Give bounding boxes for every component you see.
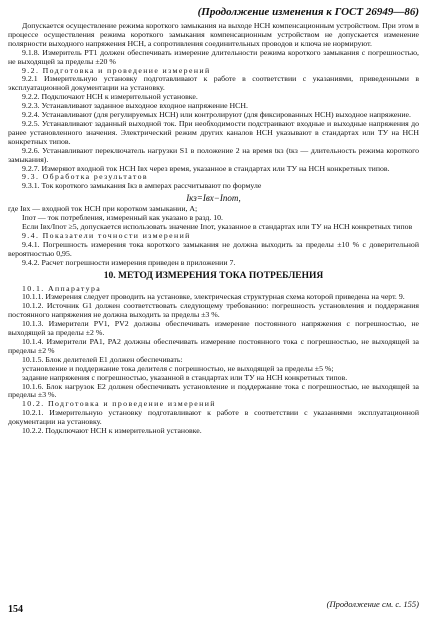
formula: Iкз=Iвх−Iпот, [186, 193, 241, 204]
paragraph: 10.1.6. Блок нагрузок E2 должен обеспечивать установление и поддержание тока с погрешностью, не выходящей за пределы ±3 %. [8, 381, 419, 400]
paragraph: где Iвх — входной ток НСН при коротком замыкании, А; [8, 204, 198, 214]
paragraph: Если Iвх/Iпот ≥5, допускается использовать значение Iпот, указанное в стандартах или ТУ на НСН конкретных типов [22, 222, 413, 232]
section-title: 10. МЕТОД ИЗМЕРЕНИЯ ТОКА ПОТРЕБЛЕНИЯ [103, 270, 324, 281]
paragraph: 9.2.4. Устанавливают (для регулируемых НСН) или контролируют (для фиксированных НСН) выходное напряжение. [22, 110, 411, 120]
paragraph: 10.1.2. Источник G1 должен соответствовать следующему требованию: погрешность установления и поддержания постоянного напряжения не должна выходить за пределы ±3 %. [8, 301, 419, 320]
paragraph: 9.2.3. Устанавливают заданное выходное входное напряжение НСН. [22, 101, 248, 111]
paragraph: 9.2.2. Подключают НСН к измерительной установке. [22, 92, 198, 102]
paragraph: 10.2.1. Измерительную установку подготавливают к работе в соответствии с указаниями эксплуатационной документации на установку. [8, 408, 419, 427]
paragraph: 9.4.2. Расчет погрешности измерения приведен в приложении 7. [22, 257, 236, 267]
page-number: 154 [8, 604, 23, 615]
paragraph: задание напряжения с погрешностью, указанной в стандартах или ТУ на НСН конкретных типов. [22, 372, 348, 382]
paragraph: 9.1.8. Измеритель РТ1 должен обеспечивать измерение длительности режима короткого замыкания с погрешностью, не выходящей за пределы ±20 % [8, 47, 419, 66]
paragraph: 9.2.1 Измерительную установку подготавливают к работе в соответствии с указаниями, приведенными в эксплуатационной документации на установку. [8, 74, 419, 93]
paragraph: 9.4.1. Погрешность измерения тока короткого замыкания не должна выходить за пределы ±10 % с доверительной вероятностью 0,95. [8, 239, 419, 258]
paragraph: 10.1.4. Измерители PA1, PA2 должны обеспечивать измерение постоянного тока с погрешностью, не выходящей за пределы ±2 % [8, 337, 419, 355]
paragraph: 10.2.2. Подключают НСН к измерительной установке. [22, 426, 202, 436]
paragraph: Iпот — ток потребления, измеренный как указано в разд. 10. [22, 213, 223, 223]
subsection-heading: 10.2. Подготовка и проведение измерений [22, 399, 216, 409]
paragraph: 10.1.5. Блок делителей E1 должен обеспечивать: [22, 354, 183, 364]
paragraph: Допускается осуществление режима короткого замыкания на выходе НСН компенсационным устройством. При этом в процессе осуществления режима короткого замыкания компенсационным устройством не допускается изменение полярности выходного напряжения НСН, а сопротивления соединительных проводов и ключа не нормируют. [8, 21, 419, 48]
subsection-heading: 10.1. Аппаратура [22, 283, 102, 293]
paragraph: 9.2.6. Устанавливают переключатель нагрузки S1 в положение 2 на время tкз (tкз — длительность режима короткого замыкания). [8, 145, 419, 164]
paragraph: 9.2.7. Измеряют входной ток НСН Iвх через время, указанное в стандартах или ТУ на НСН конкретных типов. [22, 163, 390, 173]
paragraph: 10.1.3. Измерители PV1, PV2 должны обеспечивать измерение постоянного напряжения с погрешностью, не выходящей за пределы ±2 %. [8, 319, 419, 338]
paragraph: установление и поддержание тока делителя с погрешностью, не выходящей за пределы ±5 %; [22, 363, 334, 373]
subsection-heading: 9.2. Подготовка и проведение измерений [22, 65, 211, 75]
subsection-heading: 9.4. Показатели точности измерений [22, 230, 191, 240]
page-header: (Продолжение изменения к ГОСТ 26949—86) [197, 6, 419, 18]
subsection-heading: 9.3. Обработка результатов [22, 172, 148, 182]
paragraph: 9.3.1. Ток короткого замыкания Iкз в амперах рассчитывают по формуле [22, 181, 262, 191]
document-body [8, 22, 419, 436]
paragraph: 9.2.5. Устанавливают заданный выходной ток. При необходимости подстраивают входные и выходные напряжения до ранее установленного значения. Электрический режим других каналов НСН указывают в стандартах или ТУ на НСН конкретных типов. [8, 118, 419, 146]
continuation-note: (Продолжение см. с. 155) [326, 599, 419, 609]
paragraph: 10.1.1. Измерения следует проводить на установке, электрическая структурная схема которой приведена на черт. 9. [22, 292, 405, 302]
